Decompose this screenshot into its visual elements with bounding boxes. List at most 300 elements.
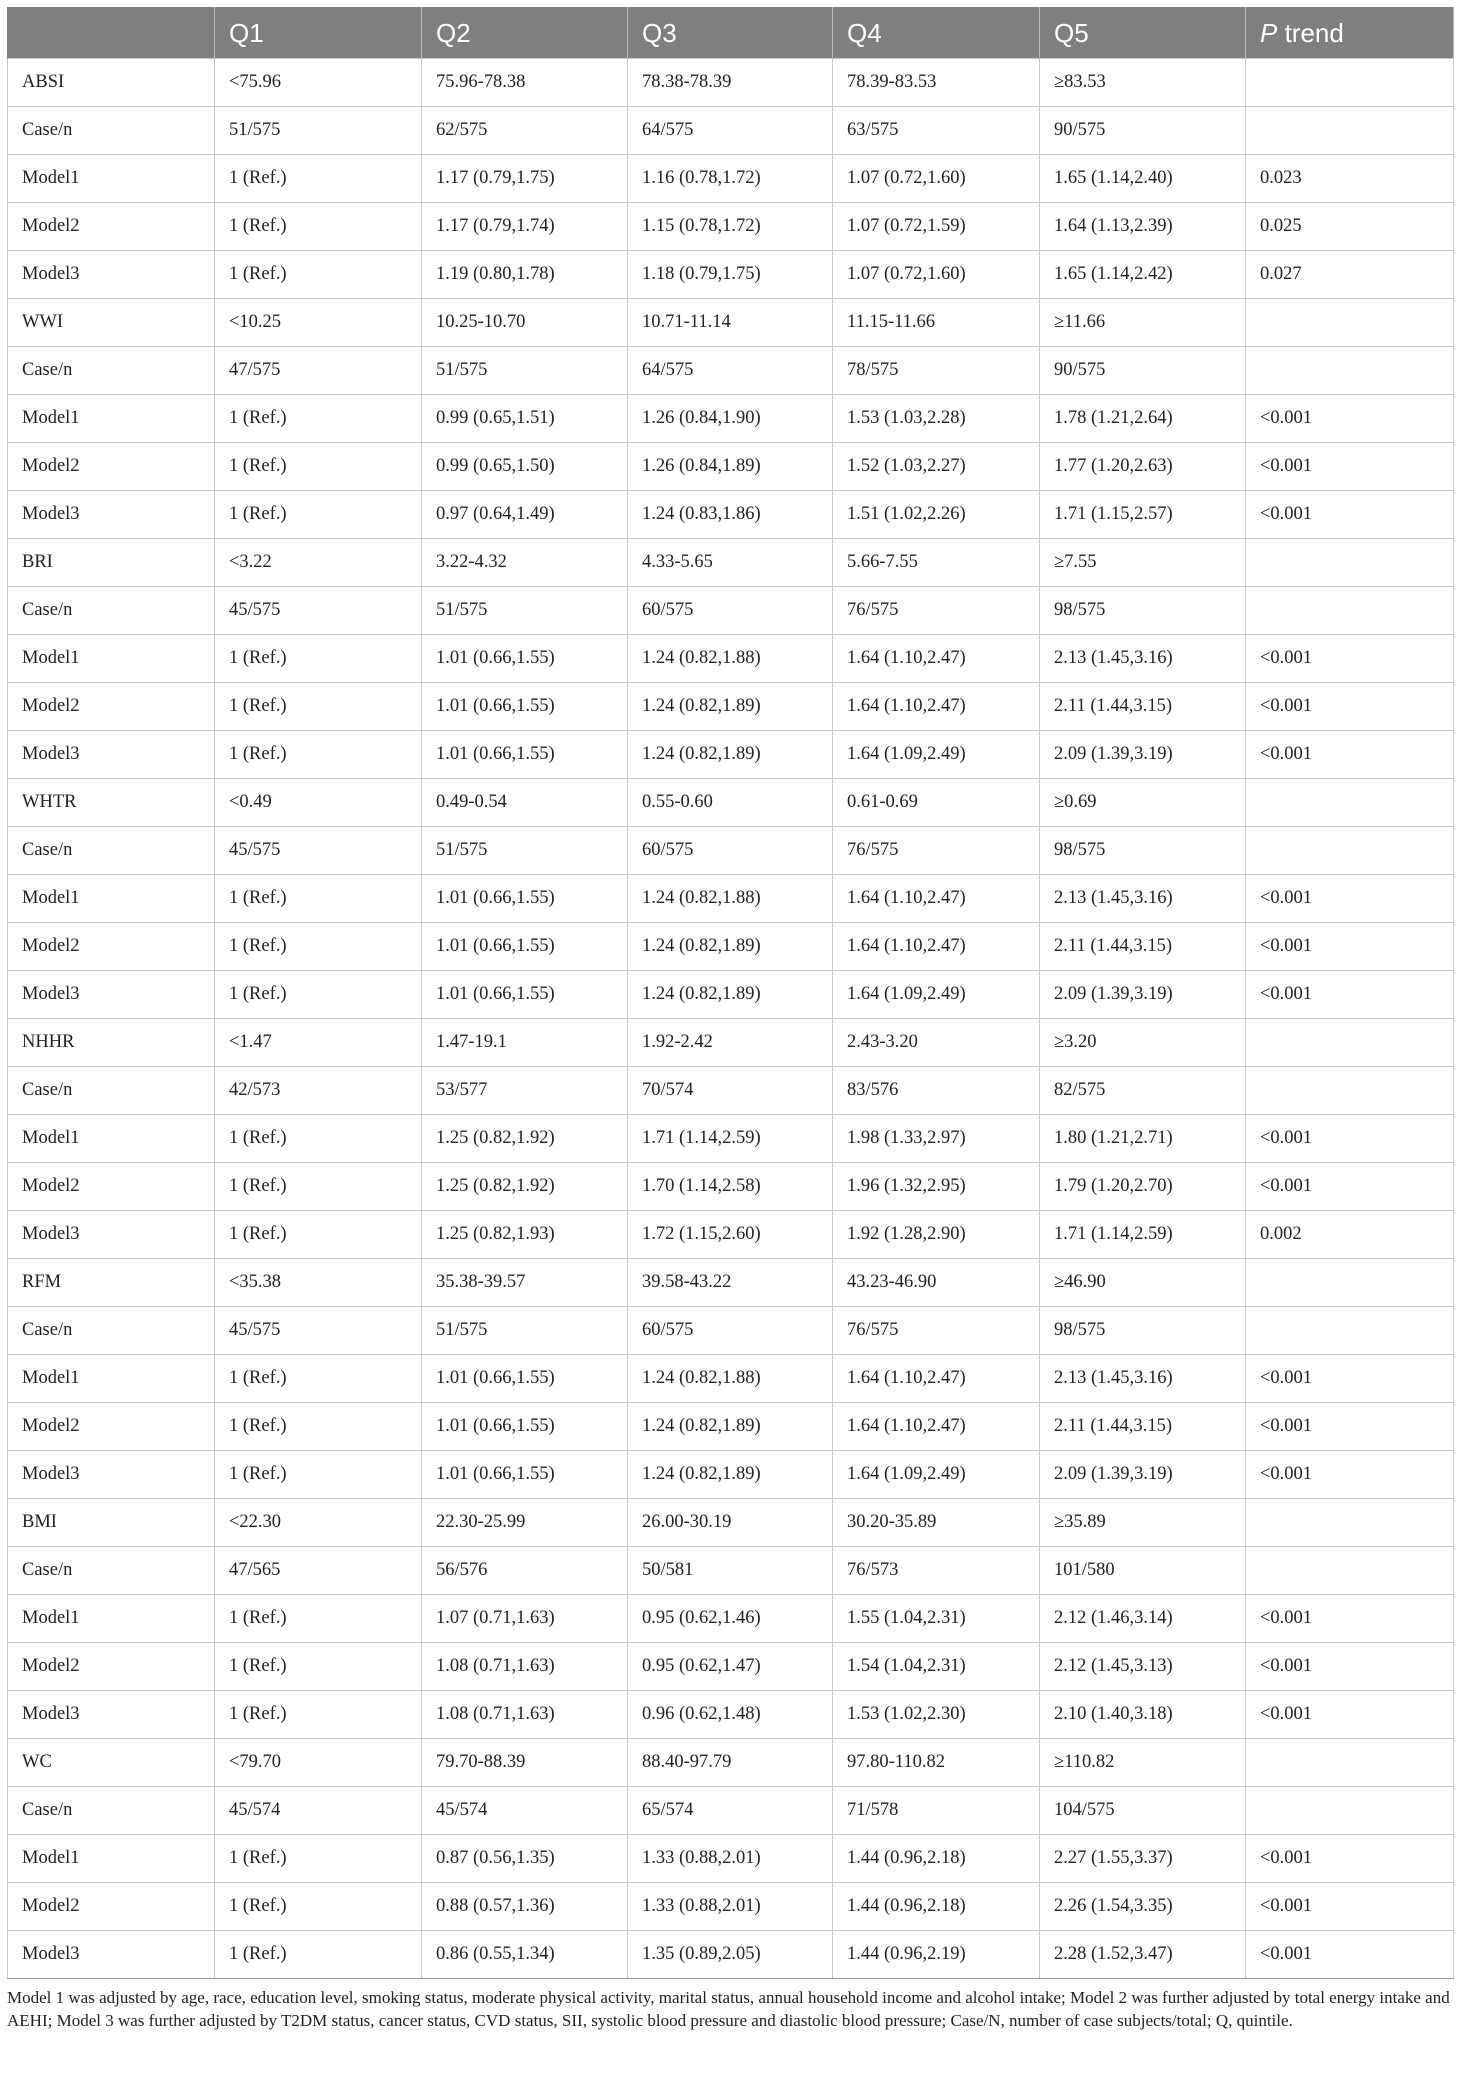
row-label-cell: Model2 <box>8 1643 215 1691</box>
table-cell: 51/575 <box>215 107 422 155</box>
table-cell: 1.01 (0.66,1.55) <box>422 971 628 1019</box>
table-cell: 1.24 (0.82,1.89) <box>628 971 833 1019</box>
row-label-cell: Case/n <box>8 587 215 635</box>
table-cell: 56/576 <box>422 1547 628 1595</box>
table-cell: 1 (Ref.) <box>215 1931 422 1979</box>
table-cell: 1 (Ref.) <box>215 635 422 683</box>
table-cell: 1.44 (0.96,2.19) <box>833 1931 1040 1979</box>
row-label-cell: Model2 <box>8 1403 215 1451</box>
table-cell: 2.43-3.20 <box>833 1019 1040 1067</box>
table-cell: 1 (Ref.) <box>215 1835 422 1883</box>
table-cell: 1.64 (1.10,2.47) <box>833 683 1040 731</box>
table-cell: 51/575 <box>422 1307 628 1355</box>
row-label-cell: Model3 <box>8 1211 215 1259</box>
table-cell: 45/575 <box>215 1307 422 1355</box>
table-cell <box>1246 347 1454 395</box>
table-cell: 42/573 <box>215 1067 422 1115</box>
table-cell <box>1246 779 1454 827</box>
table-row <box>8 779 1454 827</box>
table-row <box>8 395 1454 443</box>
table-cell: ≥83.53 <box>1040 59 1246 107</box>
table-cell: 90/575 <box>1040 107 1246 155</box>
table-cell: 1 (Ref.) <box>215 443 422 491</box>
table-cell: 1.26 (0.84,1.89) <box>628 443 833 491</box>
table-cell: 65/574 <box>628 1787 833 1835</box>
table-row <box>8 1931 1454 1979</box>
table-cell: 0.87 (0.56,1.35) <box>422 1835 628 1883</box>
table-cell: 1 (Ref.) <box>215 203 422 251</box>
table-cell <box>1246 1067 1454 1115</box>
table-row <box>8 155 1454 203</box>
table-cell: ≥7.55 <box>1040 539 1246 587</box>
table-cell: 10.25-10.70 <box>422 299 628 347</box>
row-label-cell: Model3 <box>8 1931 215 1979</box>
table-cell: 51/575 <box>422 347 628 395</box>
table-cell: 1.24 (0.82,1.89) <box>628 683 833 731</box>
table-body <box>8 59 1454 1979</box>
table-cell: 0.88 (0.57,1.36) <box>422 1883 628 1931</box>
table-cell: 1.25 (0.82,1.92) <box>422 1163 628 1211</box>
row-label-cell: Model2 <box>8 683 215 731</box>
table-row <box>8 1067 1454 1115</box>
table-cell: 1.44 (0.96,2.18) <box>833 1883 1040 1931</box>
table-cell: 1.65 (1.14,2.42) <box>1040 251 1246 299</box>
table-cell: 1.64 (1.09,2.49) <box>833 971 1040 1019</box>
table-row <box>8 1355 1454 1403</box>
table-cell: 71/578 <box>833 1787 1040 1835</box>
table-cell: 1.08 (0.71,1.63) <box>422 1643 628 1691</box>
header-cell-q1: Q1 <box>215 8 422 59</box>
row-label-cell: Model2 <box>8 1163 215 1211</box>
table-cell: 1.64 (1.10,2.47) <box>833 923 1040 971</box>
row-label-cell: Case/n <box>8 107 215 155</box>
header-cell-q2: Q2 <box>422 8 628 59</box>
table-cell: 75.96-78.38 <box>422 59 628 107</box>
table-cell: 47/575 <box>215 347 422 395</box>
table-cell: 2.11 (1.44,3.15) <box>1040 1403 1246 1451</box>
row-label-cell: Model3 <box>8 491 215 539</box>
table-cell: 64/575 <box>628 107 833 155</box>
table-cell: ≥11.66 <box>1040 299 1246 347</box>
header-row <box>8 8 1454 59</box>
table-cell: 2.11 (1.44,3.15) <box>1040 683 1246 731</box>
table-cell: 1.17 (0.79,1.75) <box>422 155 628 203</box>
table-row <box>8 827 1454 875</box>
table-cell: 3.22-4.32 <box>422 539 628 587</box>
table-cell: 1.01 (0.66,1.55) <box>422 923 628 971</box>
table-row <box>8 875 1454 923</box>
row-label-cell: Model1 <box>8 1355 215 1403</box>
table-cell: 1.01 (0.66,1.55) <box>422 1403 628 1451</box>
table-row <box>8 299 1454 347</box>
table-row <box>8 107 1454 155</box>
table-cell <box>1246 299 1454 347</box>
table-cell: 2.28 (1.52,3.47) <box>1040 1931 1246 1979</box>
table-cell: 10.71-11.14 <box>628 299 833 347</box>
table-cell: 1.77 (1.20,2.63) <box>1040 443 1246 491</box>
table-cell: 45/575 <box>215 587 422 635</box>
table-wrapper <box>7 7 1453 2032</box>
row-label-cell: Model2 <box>8 923 215 971</box>
table-cell: 0.49-0.54 <box>422 779 628 827</box>
row-label-cell: Case/n <box>8 1787 215 1835</box>
table-row <box>8 635 1454 683</box>
table-cell: 2.13 (1.45,3.16) <box>1040 875 1246 923</box>
table-cell: 0.86 (0.55,1.34) <box>422 1931 628 1979</box>
table-cell: 1.35 (0.89,2.05) <box>628 1931 833 1979</box>
row-label-cell: Model2 <box>8 443 215 491</box>
table-cell: 101/580 <box>1040 1547 1246 1595</box>
table-cell: 1.51 (1.02,2.26) <box>833 491 1040 539</box>
table-cell: 1.01 (0.66,1.55) <box>422 875 628 923</box>
table-cell: 1.64 (1.10,2.47) <box>833 1403 1040 1451</box>
table-row <box>8 1163 1454 1211</box>
table-cell: 1.64 (1.13,2.39) <box>1040 203 1246 251</box>
table-cell: 1.79 (1.20,2.70) <box>1040 1163 1246 1211</box>
table-cell: 1 (Ref.) <box>215 1403 422 1451</box>
table-row <box>8 1787 1454 1835</box>
table-cell: 1.64 (1.10,2.47) <box>833 1355 1040 1403</box>
table-cell: 1 (Ref.) <box>215 1643 422 1691</box>
table-cell: <0.001 <box>1246 1883 1454 1931</box>
table-row <box>8 347 1454 395</box>
table-cell: ≥0.69 <box>1040 779 1246 827</box>
table-cell: 1.53 (1.03,2.28) <box>833 395 1040 443</box>
p-trend-rest: trend <box>1277 17 1344 48</box>
row-label-cell: Model3 <box>8 1691 215 1739</box>
table-cell: 0.99 (0.65,1.50) <box>422 443 628 491</box>
table-row <box>8 1115 1454 1163</box>
table-row <box>8 1691 1454 1739</box>
table-cell: 83/576 <box>833 1067 1040 1115</box>
row-label-cell: Case/n <box>8 1307 215 1355</box>
table-header <box>8 8 1454 59</box>
row-label-cell: NHHR <box>8 1019 215 1067</box>
table-cell: <0.001 <box>1246 1595 1454 1643</box>
table-cell: 1.16 (0.78,1.72) <box>628 155 833 203</box>
table-cell: 1.17 (0.79,1.74) <box>422 203 628 251</box>
table-cell: 1.01 (0.66,1.55) <box>422 635 628 683</box>
table-cell: <0.001 <box>1246 1643 1454 1691</box>
table-cell: 0.61-0.69 <box>833 779 1040 827</box>
table-cell: 2.26 (1.54,3.35) <box>1040 1883 1246 1931</box>
table-cell: 1.24 (0.82,1.89) <box>628 731 833 779</box>
table-cell: 1.08 (0.71,1.63) <box>422 1691 628 1739</box>
table-cell <box>1246 59 1454 107</box>
table-cell <box>1246 1307 1454 1355</box>
table-cell: 1.07 (0.72,1.59) <box>833 203 1040 251</box>
table-cell: <22.30 <box>215 1499 422 1547</box>
table-cell: 43.23-46.90 <box>833 1259 1040 1307</box>
table-row <box>8 1499 1454 1547</box>
table-cell: 1 (Ref.) <box>215 1211 422 1259</box>
table-cell: 1.71 (1.15,2.57) <box>1040 491 1246 539</box>
table-cell: 1 (Ref.) <box>215 1883 422 1931</box>
table-cell: <0.001 <box>1246 683 1454 731</box>
table-cell: <0.001 <box>1246 491 1454 539</box>
table-cell: 1.24 (0.82,1.88) <box>628 1355 833 1403</box>
row-label-cell: Model3 <box>8 251 215 299</box>
row-label-cell: Case/n <box>8 1067 215 1115</box>
table-cell: 1.47-19.1 <box>422 1019 628 1067</box>
table-cell: 1.96 (1.32,2.95) <box>833 1163 1040 1211</box>
table-cell: 35.38-39.57 <box>422 1259 628 1307</box>
row-label-cell: Model1 <box>8 875 215 923</box>
table-cell: <0.001 <box>1246 1403 1454 1451</box>
table-cell: 39.58-43.22 <box>628 1259 833 1307</box>
header-cell-q3: Q3 <box>628 8 833 59</box>
table-cell: 1 (Ref.) <box>215 251 422 299</box>
table-cell: 1 (Ref.) <box>215 923 422 971</box>
row-label-cell: WHTR <box>8 779 215 827</box>
table-cell: <79.70 <box>215 1739 422 1787</box>
table-cell: 51/575 <box>422 827 628 875</box>
table-cell: <0.001 <box>1246 395 1454 443</box>
table-cell: 79.70-88.39 <box>422 1739 628 1787</box>
row-label-cell: Model2 <box>8 1883 215 1931</box>
row-label-cell: Model1 <box>8 1835 215 1883</box>
table-cell: 1.24 (0.82,1.89) <box>628 1403 833 1451</box>
table-cell: 1 (Ref.) <box>215 875 422 923</box>
table-cell: 2.12 (1.45,3.13) <box>1040 1643 1246 1691</box>
row-label-cell: WWI <box>8 299 215 347</box>
table-row <box>8 251 1454 299</box>
table-cell: 1 (Ref.) <box>215 1163 422 1211</box>
table-cell: 1 (Ref.) <box>215 155 422 203</box>
table-cell: 1.44 (0.96,2.18) <box>833 1835 1040 1883</box>
table-cell <box>1246 827 1454 875</box>
table-cell: 60/575 <box>628 1307 833 1355</box>
table-cell: 60/575 <box>628 827 833 875</box>
table-cell <box>1246 1259 1454 1307</box>
row-label-cell: BMI <box>8 1499 215 1547</box>
table-cell: 1 (Ref.) <box>215 1595 422 1643</box>
table-cell: <0.49 <box>215 779 422 827</box>
table-cell: 2.12 (1.46,3.14) <box>1040 1595 1246 1643</box>
table-cell: <0.001 <box>1246 1163 1454 1211</box>
table-cell: 47/565 <box>215 1547 422 1595</box>
table-row <box>8 1019 1454 1067</box>
table-cell: 1 (Ref.) <box>215 395 422 443</box>
table-row <box>8 1835 1454 1883</box>
table-cell: 60/575 <box>628 587 833 635</box>
table-cell: 0.55-0.60 <box>628 779 833 827</box>
table-cell: 1.64 (1.10,2.47) <box>833 875 1040 923</box>
row-label-cell: Model1 <box>8 155 215 203</box>
table-cell: 78.39-83.53 <box>833 59 1040 107</box>
table-cell: 1 (Ref.) <box>215 731 422 779</box>
table-cell: 76/573 <box>833 1547 1040 1595</box>
table-cell: 88.40-97.79 <box>628 1739 833 1787</box>
row-label-cell: Case/n <box>8 347 215 395</box>
table-cell: 45/574 <box>215 1787 422 1835</box>
table-cell: 1.15 (0.78,1.72) <box>628 203 833 251</box>
table-cell: <35.38 <box>215 1259 422 1307</box>
table-cell: 78.38-78.39 <box>628 59 833 107</box>
table-cell: 2.13 (1.45,3.16) <box>1040 1355 1246 1403</box>
table-cell: 2.13 (1.45,3.16) <box>1040 635 1246 683</box>
table-cell: 1.18 (0.79,1.75) <box>628 251 833 299</box>
table-cell: <0.001 <box>1246 1451 1454 1499</box>
table-cell: <0.001 <box>1246 923 1454 971</box>
table-cell: 1.24 (0.82,1.88) <box>628 875 833 923</box>
table-cell: <0.001 <box>1246 443 1454 491</box>
table-row <box>8 1739 1454 1787</box>
table-cell: 2.27 (1.55,3.37) <box>1040 1835 1246 1883</box>
table-cell: 45/574 <box>422 1787 628 1835</box>
table-row <box>8 731 1454 779</box>
table-cell: ≥35.89 <box>1040 1499 1246 1547</box>
table-cell: 1.07 (0.72,1.60) <box>833 155 1040 203</box>
row-label-cell: Model3 <box>8 1451 215 1499</box>
row-label-cell: Model1 <box>8 1595 215 1643</box>
table-cell: 78/575 <box>833 347 1040 395</box>
table-cell: <0.001 <box>1246 971 1454 1019</box>
table-cell: 0.96 (0.62,1.48) <box>628 1691 833 1739</box>
table-cell: <0.001 <box>1246 1691 1454 1739</box>
table-cell: 2.09 (1.39,3.19) <box>1040 1451 1246 1499</box>
table-cell <box>1246 1499 1454 1547</box>
table-cell: 1.54 (1.04,2.31) <box>833 1643 1040 1691</box>
table-cell: 0.023 <box>1246 155 1454 203</box>
table-row <box>8 1643 1454 1691</box>
row-label-cell: Model1 <box>8 1115 215 1163</box>
table-row <box>8 1403 1454 1451</box>
table-cell: 1.64 (1.09,2.49) <box>833 731 1040 779</box>
table-cell: 1 (Ref.) <box>215 1691 422 1739</box>
table-cell: 70/574 <box>628 1067 833 1115</box>
table-cell <box>1246 1787 1454 1835</box>
table-cell: <0.001 <box>1246 635 1454 683</box>
table-row <box>8 1547 1454 1595</box>
table-cell: 1.53 (1.02,2.30) <box>833 1691 1040 1739</box>
table-cell: 104/575 <box>1040 1787 1246 1835</box>
table-cell: 98/575 <box>1040 1307 1246 1355</box>
table-cell <box>1246 1739 1454 1787</box>
table-cell: 97.80-110.82 <box>833 1739 1040 1787</box>
row-label-cell: RFM <box>8 1259 215 1307</box>
table-row <box>8 683 1454 731</box>
table-cell: 1.92 (1.28,2.90) <box>833 1211 1040 1259</box>
table-cell: 1.01 (0.66,1.55) <box>422 731 628 779</box>
table-cell: 1.25 (0.82,1.92) <box>422 1115 628 1163</box>
table-cell: 1.65 (1.14,2.40) <box>1040 155 1246 203</box>
table-cell: ≥110.82 <box>1040 1739 1246 1787</box>
table-cell: 1.92-2.42 <box>628 1019 833 1067</box>
table-cell: 98/575 <box>1040 827 1246 875</box>
table-cell: <0.001 <box>1246 1835 1454 1883</box>
table-cell: 2.10 (1.40,3.18) <box>1040 1691 1246 1739</box>
table-cell: ≥46.90 <box>1040 1259 1246 1307</box>
table-row <box>8 587 1454 635</box>
table-cell: 1.72 (1.15,2.60) <box>628 1211 833 1259</box>
table-row <box>8 1451 1454 1499</box>
table-cell: 1 (Ref.) <box>215 491 422 539</box>
table-row <box>8 1259 1454 1307</box>
table-row <box>8 923 1454 971</box>
table-cell <box>1246 1019 1454 1067</box>
table-cell: <0.001 <box>1246 731 1454 779</box>
table-cell: 26.00-30.19 <box>628 1499 833 1547</box>
row-label-cell: BRI <box>8 539 215 587</box>
table-cell: 98/575 <box>1040 587 1246 635</box>
table-row <box>8 1307 1454 1355</box>
row-label-cell: ABSI <box>8 59 215 107</box>
table-cell: 1 (Ref.) <box>215 1355 422 1403</box>
row-label-cell: Case/n <box>8 827 215 875</box>
table-cell: 82/575 <box>1040 1067 1246 1115</box>
p-trend-italic-p: P <box>1260 17 1278 48</box>
table-cell: 1 (Ref.) <box>215 1451 422 1499</box>
table-cell: 76/575 <box>833 827 1040 875</box>
table-cell: 1 (Ref.) <box>215 1115 422 1163</box>
table-row <box>8 59 1454 107</box>
table-row <box>8 539 1454 587</box>
table-cell: 1.19 (0.80,1.78) <box>422 251 628 299</box>
table-cell: ≥3.20 <box>1040 1019 1246 1067</box>
row-label-cell: Model1 <box>8 395 215 443</box>
table-cell: 5.66-7.55 <box>833 539 1040 587</box>
table-cell: <0.001 <box>1246 1931 1454 1979</box>
table-cell: 1.33 (0.88,2.01) <box>628 1883 833 1931</box>
table-cell: 64/575 <box>628 347 833 395</box>
table-cell: <0.001 <box>1246 1115 1454 1163</box>
table-cell: 11.15-11.66 <box>833 299 1040 347</box>
row-label-cell: Case/n <box>8 1547 215 1595</box>
table-cell: 1.01 (0.66,1.55) <box>422 1355 628 1403</box>
table-cell: 0.025 <box>1246 203 1454 251</box>
row-label-cell: Model2 <box>8 203 215 251</box>
table-cell: 1.07 (0.71,1.63) <box>422 1595 628 1643</box>
table-cell: 1.01 (0.66,1.55) <box>422 683 628 731</box>
table-cell: 1.01 (0.66,1.55) <box>422 1451 628 1499</box>
table-cell: 2.09 (1.39,3.19) <box>1040 971 1246 1019</box>
table-cell: 1.24 (0.82,1.89) <box>628 1451 833 1499</box>
table-cell: 76/575 <box>833 1307 1040 1355</box>
table-cell: 1.64 (1.09,2.49) <box>833 1451 1040 1499</box>
table-cell: 51/575 <box>422 587 628 635</box>
table-cell <box>1246 1547 1454 1595</box>
table-cell: 1.98 (1.33,2.97) <box>833 1115 1040 1163</box>
table-cell: 0.027 <box>1246 251 1454 299</box>
table-cell: 22.30-25.99 <box>422 1499 628 1547</box>
table-cell: 1.64 (1.10,2.47) <box>833 635 1040 683</box>
row-label-cell: Model3 <box>8 731 215 779</box>
table-cell: 1.71 (1.14,2.59) <box>628 1115 833 1163</box>
table-cell: 1.78 (1.21,2.64) <box>1040 395 1246 443</box>
table-cell: 1.80 (1.21,2.71) <box>1040 1115 1246 1163</box>
table-cell: 1.07 (0.72,1.60) <box>833 251 1040 299</box>
table-cell: 1.24 (0.82,1.88) <box>628 635 833 683</box>
table-cell: <0.001 <box>1246 1355 1454 1403</box>
header-cell-q5: Q5 <box>1040 8 1246 59</box>
table-cell: 1.24 (0.83,1.86) <box>628 491 833 539</box>
table-cell: <0.001 <box>1246 875 1454 923</box>
table-cell: 0.99 (0.65,1.51) <box>422 395 628 443</box>
table-cell: 30.20-35.89 <box>833 1499 1040 1547</box>
table-cell: <75.96 <box>215 59 422 107</box>
table-row <box>8 971 1454 1019</box>
table-cell <box>1246 107 1454 155</box>
table-cell: 2.09 (1.39,3.19) <box>1040 731 1246 779</box>
table-cell: 63/575 <box>833 107 1040 155</box>
header-cell-blank <box>8 8 215 59</box>
table-row <box>8 1211 1454 1259</box>
table-cell: 1.70 (1.14,2.58) <box>628 1163 833 1211</box>
row-label-cell: Model3 <box>8 971 215 1019</box>
table-cell: 0.95 (0.62,1.47) <box>628 1643 833 1691</box>
table-cell: <1.47 <box>215 1019 422 1067</box>
